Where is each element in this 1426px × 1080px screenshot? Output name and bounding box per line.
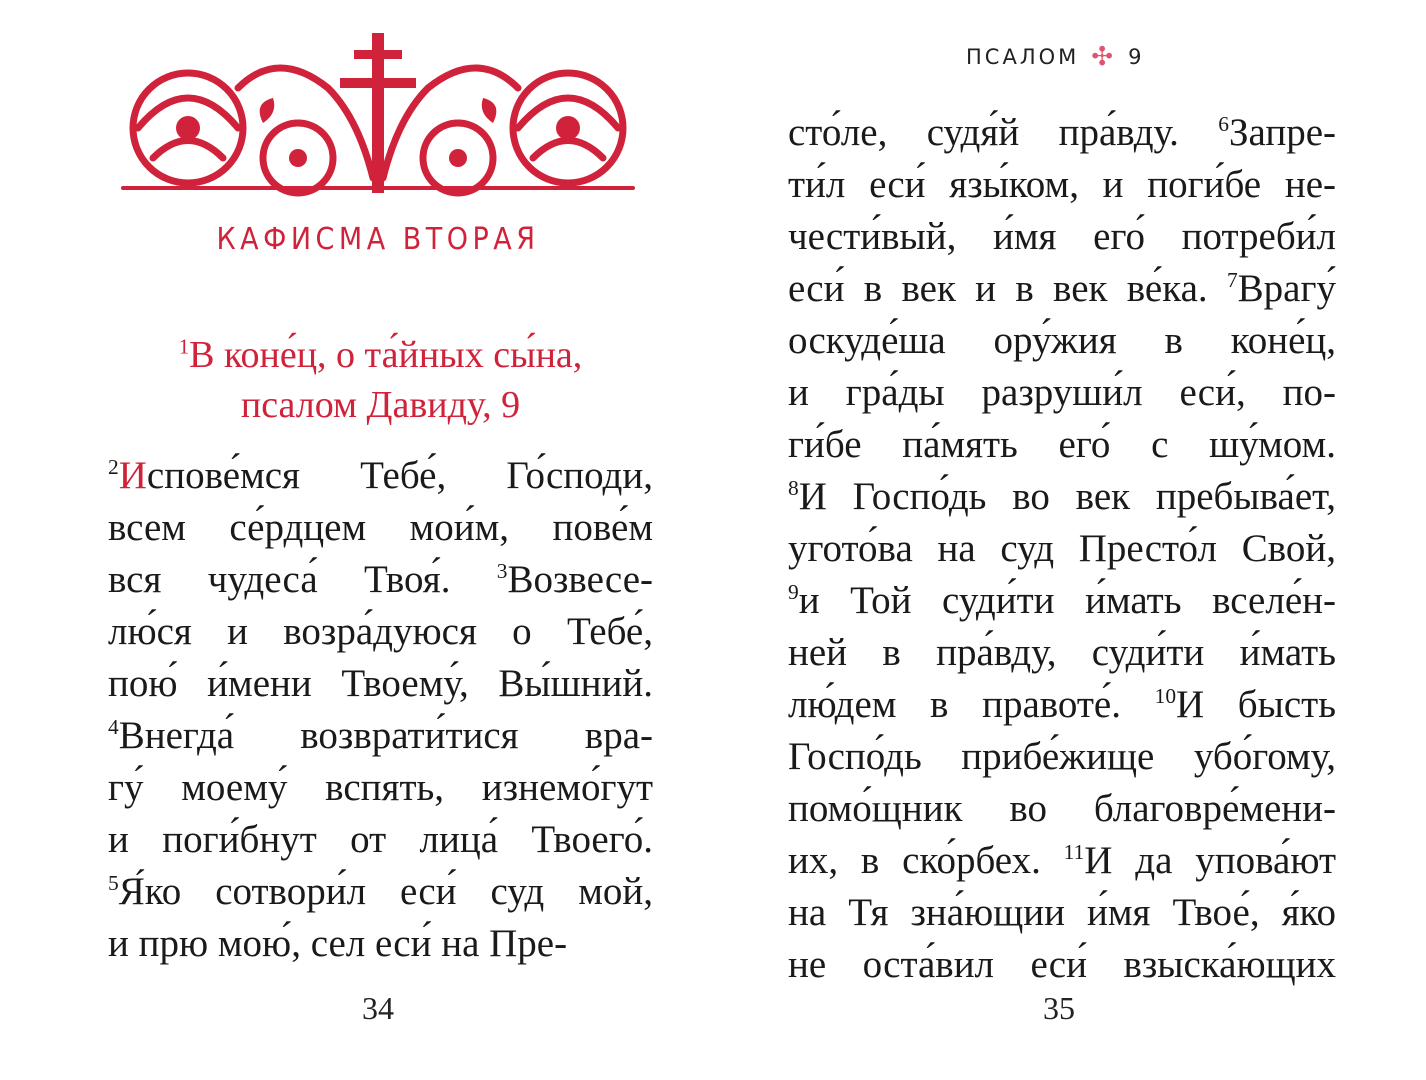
text-line xyxy=(788,575,1336,627)
line-text: Врагу́ xyxy=(1237,267,1336,310)
verse-number: 3 xyxy=(496,559,508,583)
line-text: гу́ моему́ вспять, изнемо́гут xyxy=(108,766,653,809)
verse-number: 8 xyxy=(788,476,799,500)
verse-number: 2 xyxy=(108,455,119,479)
text-line xyxy=(788,471,1336,523)
verse-number: 6 xyxy=(1218,112,1229,136)
text-line xyxy=(108,762,653,814)
cross-icon: ✣ xyxy=(1091,42,1117,72)
text-line xyxy=(788,263,1336,315)
verse-number: 10 xyxy=(1154,684,1177,708)
text-line xyxy=(108,606,653,658)
kathisma-title: КАФИСМА ВТОРАЯ xyxy=(216,222,540,257)
line-text: Госпо́дь прибе́жище убо́гому, xyxy=(788,735,1336,778)
page-number: 35 xyxy=(1043,990,1075,1026)
text-line xyxy=(788,731,1336,783)
text-line xyxy=(788,835,1336,887)
verse-number: 11 xyxy=(1063,840,1085,864)
verse-number: 5 xyxy=(108,871,119,895)
line-text: угото́ва на суд Престо́л Свой, xyxy=(788,527,1336,570)
line-text: помо́щник во благовре́мени- xyxy=(788,787,1336,830)
line-text: ней в пра́вду, суди́ти и́мать xyxy=(788,631,1336,674)
line-text: И Госпо́дь во век пребыва́ет, xyxy=(798,475,1336,518)
line-text: сто́ле, судя́й пра́вду. xyxy=(788,111,1219,154)
line-text: ги́бе па́мять его́ с шу́мом. xyxy=(788,423,1336,466)
text-line xyxy=(788,679,1336,731)
line-text: пою́ и́мени Твоему́, Вы́шний. xyxy=(108,662,653,705)
psalm-title-line: псалом Давиду, 9 xyxy=(240,384,521,426)
text-line xyxy=(108,866,653,918)
text-line xyxy=(108,918,653,970)
line-text: ти́л еси́ язы́ком, и поги́бе не- xyxy=(788,163,1336,206)
text-line xyxy=(108,658,653,710)
text-line xyxy=(788,367,1336,419)
text-line xyxy=(788,419,1336,471)
verse-number: 4 xyxy=(108,715,119,739)
text-line xyxy=(108,502,653,554)
running-head-label: ПСАЛОМ xyxy=(966,45,1080,69)
text-line xyxy=(788,107,1336,159)
line-text: Возвесе- xyxy=(507,558,653,601)
line-text: лю́дем в правоте́. xyxy=(788,683,1155,726)
line-text: И да упова́ют xyxy=(1084,839,1336,882)
verse-number: 7 xyxy=(1226,268,1238,292)
line-text: и поги́бнут от лица́ Твоего́. xyxy=(108,818,653,861)
right-page xyxy=(713,0,1426,1080)
running-head xyxy=(966,42,1144,72)
line-text: и прю мою́, сел еси́ на Пре- xyxy=(108,922,568,965)
line-text: всем се́рдцем мои́м, пове́м xyxy=(108,506,653,549)
verse-number: 1 xyxy=(178,334,190,359)
text-line xyxy=(788,211,1336,263)
right-page-body xyxy=(788,107,1336,991)
text-line xyxy=(788,523,1336,575)
line-text: лю́ся и возра́дуюся о Тебе́, xyxy=(108,610,653,653)
text-line xyxy=(788,315,1336,367)
psalm-title-line: $^1$В коне́ц, о та́йных сы́на, xyxy=(178,334,583,376)
line-text: чести́вый, и́мя его́ потреби́л xyxy=(788,215,1336,258)
line-text: Внегда́ возврати́тися вра- xyxy=(118,714,653,757)
line-text: спове́мся Тебе́, Го́споди, xyxy=(146,454,653,497)
text-line xyxy=(788,783,1336,835)
line-text: оскуде́ша ору́жия в коне́ц, xyxy=(788,319,1336,362)
line-text: вся чудеса́ Твоя́. xyxy=(108,558,497,601)
text-line xyxy=(788,159,1336,211)
verse-number: 9 xyxy=(788,580,799,604)
psalm-title xyxy=(108,330,653,430)
line-text: И бысть xyxy=(1176,683,1336,726)
line-text: Я́ко сотвори́л еси́ суд мой, xyxy=(118,870,653,913)
text-line xyxy=(108,814,653,866)
headpiece-ornament-icon xyxy=(118,28,638,203)
line-text: и гра́ды разруши́л еси́, по- xyxy=(788,371,1336,414)
line-text: и Той суди́ти и́мать вселе́н- xyxy=(798,579,1336,622)
line-text: еси́ в век и в век ве́ка. xyxy=(788,267,1227,310)
text-line xyxy=(788,627,1336,679)
page-number: 34 xyxy=(362,990,394,1026)
left-page-body xyxy=(108,450,653,970)
text-line xyxy=(108,554,653,606)
text-line xyxy=(788,887,1336,939)
text-line xyxy=(788,939,1336,991)
running-head-number: 9 xyxy=(1128,45,1145,69)
line-text: Запре- xyxy=(1228,111,1336,154)
line-text: их, в ско́рбех. xyxy=(788,839,1064,882)
text-line xyxy=(108,710,653,762)
line-text: не оста́вил еси́ взыска́ющих xyxy=(788,943,1336,986)
red-initial: И xyxy=(118,454,147,497)
text-line xyxy=(108,450,653,502)
line-text: на Тя зна́ющии и́мя Твое́, я́ко xyxy=(788,891,1336,934)
